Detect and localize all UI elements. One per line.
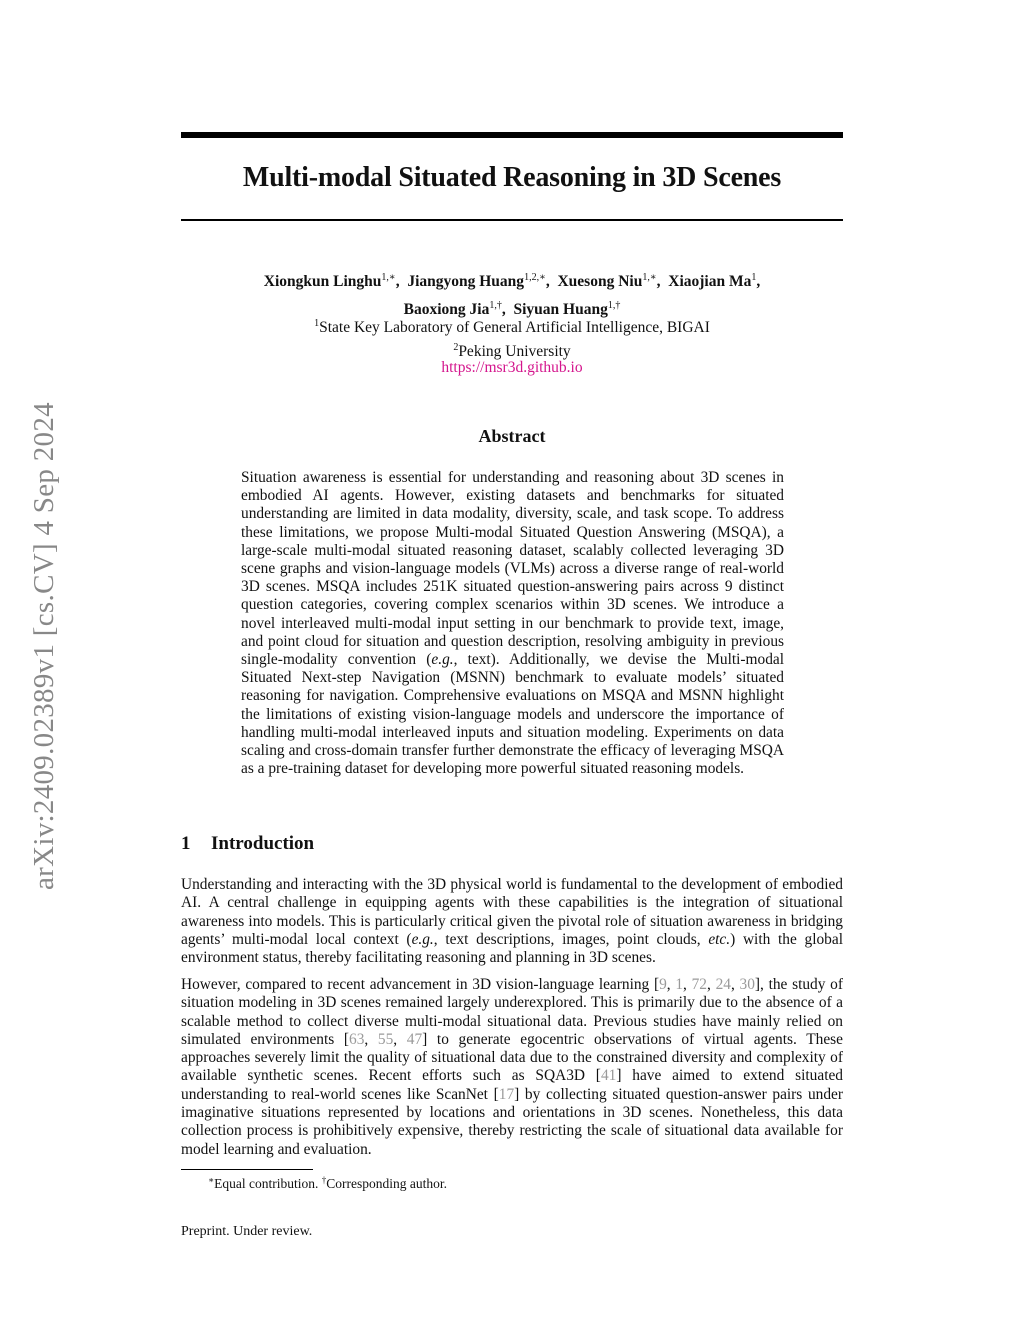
author-name: Xuesong Niu [557, 273, 643, 290]
affiliation-mark: 2 [453, 342, 459, 353]
citation-link[interactable]: 17 [498, 1085, 515, 1103]
abstract-eg: e.g. [431, 651, 454, 669]
paragraph-text: Understanding and interacting with the 3D physical world is fundamental to the development of embodied AI. A central challenge in equipping agents with these capabilities is the integration of situational awareness into models. This is particularly critical given the pivotal role of situation awareness in bridging agents’ multi-modal local context ( [181, 876, 843, 948]
author-affil-mark: 1,∗ [642, 272, 657, 283]
abstract-text: , text). Additionally, we devise the Multi-modal Situated Next-step Navigation (MSNN) benchmark to evaluate models’ situated reasoning for navigation. Comprehensive evaluations on MSQA and MSNN highlight the limitations of existing vision-language models and underscore the importance of handling multi-modal interleaved inputs and situation modeling. Experiments on data scaling and cross-domain transfer further demonstrate the efficacy of leveraging MSQA as a pre-training dataset for developing more powerful situated reasoning models. [241, 651, 785, 778]
author-name: Jiangyong Huang [407, 273, 525, 290]
affiliation-text: Peking University [458, 343, 571, 360]
paragraph-text: , text descriptions, images, point clouds, [433, 930, 709, 948]
citation-link[interactable]: 30 [739, 976, 755, 993]
footnote [208, 1175, 808, 1192]
author-line-1: Xiongkun Linghu$^{1,∗}$, Jiangyong Huang$^{1,2,∗}$, Xuesong Niu$^{1,∗}$, Xiaojian Ma$^1$, [263, 272, 761, 290]
intro-paragraph-2: However, compared to recent advancement in 3D vision-language learning [9, 1, 72, 24, 30], the study of situation modeling in 3D scenes remained largely underexplored. This is primarily due to the absence of a scalable method to collect diverse multi-modal situational data. Previous studies have mainly relied on simulated environments [63, 55, 47] to generate egocentric observations of virtual agents. These approaches severely limit the quality of situational data due to the constrained diversity and complexity of available synthetic scenes. Recent efforts such as SQA3D [41] have aimed to extend situated understanding to real-world scenes like ScanNet [17] by collecting situated question-answer pairs under imaginative situations represented by locations and orientations in 3D scenes. Nonetheless, this data collection process is prohibitively expensive, thereby restricting the scale of situational data available for model learning and evaluation. [181, 976, 844, 1158]
citation-link[interactable]: 47 [406, 1030, 423, 1048]
citation-link[interactable]: 41 [600, 1067, 617, 1085]
citation-link[interactable]: 63 [349, 1030, 365, 1048]
citation-link[interactable]: 72 [691, 976, 707, 993]
project-url-link[interactable]: https://msr3d.github.io [441, 359, 583, 376]
affiliations [181, 314, 843, 362]
paragraph-text: ], the study of situation modeling in 3D scenes remained largely underexplored. This is primarily due to the absence of a scalable method to collect diverse multi-modal situational data. Previous studies have mainly relied on simulated environments [ [181, 976, 843, 1048]
paragraph-text: However, compared to recent advancement in 3D vision-language learning [ [181, 976, 660, 993]
author-affil-mark: 1,∗ [381, 272, 396, 283]
citation-link[interactable]: 1 [675, 976, 684, 993]
affiliation-1 [181, 314, 843, 338]
citation-link[interactable]: 55 [377, 1030, 394, 1048]
title-top-rule [181, 132, 843, 138]
affiliation-mark: 1 [314, 318, 320, 329]
paragraph-eg: e.g. [411, 930, 434, 948]
section-heading [181, 833, 581, 855]
citation-link[interactable]: 24 [715, 976, 731, 993]
abstract-heading: Abstract [478, 426, 546, 446]
author-name: Siyuan Huang [513, 301, 608, 318]
intro-paragraph-1 [181, 876, 843, 967]
paragraph-text: ] by collecting situated question-answer pairs under imaginative situations represented by locations and orientations in 3D scenes. Nonetheless, this data collection process is prohibitively expensive, thereby restricting the scale of situational data available for model learning and evaluation. [181, 1085, 844, 1158]
author-name: Baoxiong Jia [403, 301, 490, 318]
affiliation-text: State Key Laboratory of General Artificial Intelligence, BIGAI [319, 319, 710, 336]
paragraph-etc: etc. [708, 930, 731, 948]
arxiv-side-stamp: arXiv:2409.02389v1 [cs.CV] 4 Sep 2024 [28, 402, 60, 890]
section-number: 1 [181, 833, 191, 854]
paragraph-text: ] to generate egocentric observations of virtual agents. These approaches severely limit the quality of situational data due to the constrained diversity and complexity of available synthetic scenes. Recent efforts such as SQA3D [ [181, 1030, 843, 1085]
footnote-text: Equal contribution. [214, 1176, 322, 1191]
author-line-2: Baoxiong Jia$^{1,\dagger}$, Siyuan Huang$^{1,\dagger}$ [403, 300, 621, 318]
footnote-mark: ∗ [208, 1175, 215, 1185]
author-affil-mark: 1 [751, 272, 757, 283]
footnote-rule [181, 1169, 313, 1170]
title-bottom-rule [181, 219, 843, 221]
section-title: Introduction [211, 833, 315, 854]
author-affil-mark: 1,2,∗ [524, 272, 546, 283]
preprint-notice: Preprint. Under review. [181, 1224, 313, 1239]
paragraph-text: ) with the global environment status, thereby facilitating reasoning and planning in 3D scenes. [181, 930, 843, 967]
footnote-mark: † [321, 1175, 327, 1185]
abstract-body [241, 469, 784, 778]
paper-title: Multi-modal Situated Reasoning in 3D Scenes [242, 162, 782, 193]
author-affil-mark: 1,† [489, 300, 502, 311]
footnote-text: Corresponding author. [326, 1176, 447, 1191]
author-affil-mark: 1,† [607, 300, 621, 311]
citation-link[interactable]: 9 [659, 976, 667, 993]
abstract-text: Situation awareness is essential for understanding and reasoning about 3D scenes in embodied AI agents. However, existing datasets and benchmarks for situated understanding are limited in data modality, diversity, scale, and task scope. To address these limitations, we propose Multi-modal Situated Question Answering (MSQA), a large-scale multi-modal situated reasoning dataset, scalably collected leveraging 3D scene graphs and vision-language models (VLMs) across a diverse range of real-world 3D scenes. MSQA includes 251K situated question-answering pairs across 9 distinct question categories, covering complex scenarios within 3D scenes. We introduce a novel interleaved multi-modal input setting in our benchmark to provide text, image, and point cloud for situation and question description, resolving ambiguity in previous single-modality convention ( [241, 469, 784, 669]
author-name: Xiaojian Ma [668, 273, 752, 290]
paragraph-text: ] have aimed to extend situated understanding to real-world scenes like ScanNet [ [181, 1067, 843, 1103]
author-name: Xiongkun Linghu [263, 273, 382, 290]
